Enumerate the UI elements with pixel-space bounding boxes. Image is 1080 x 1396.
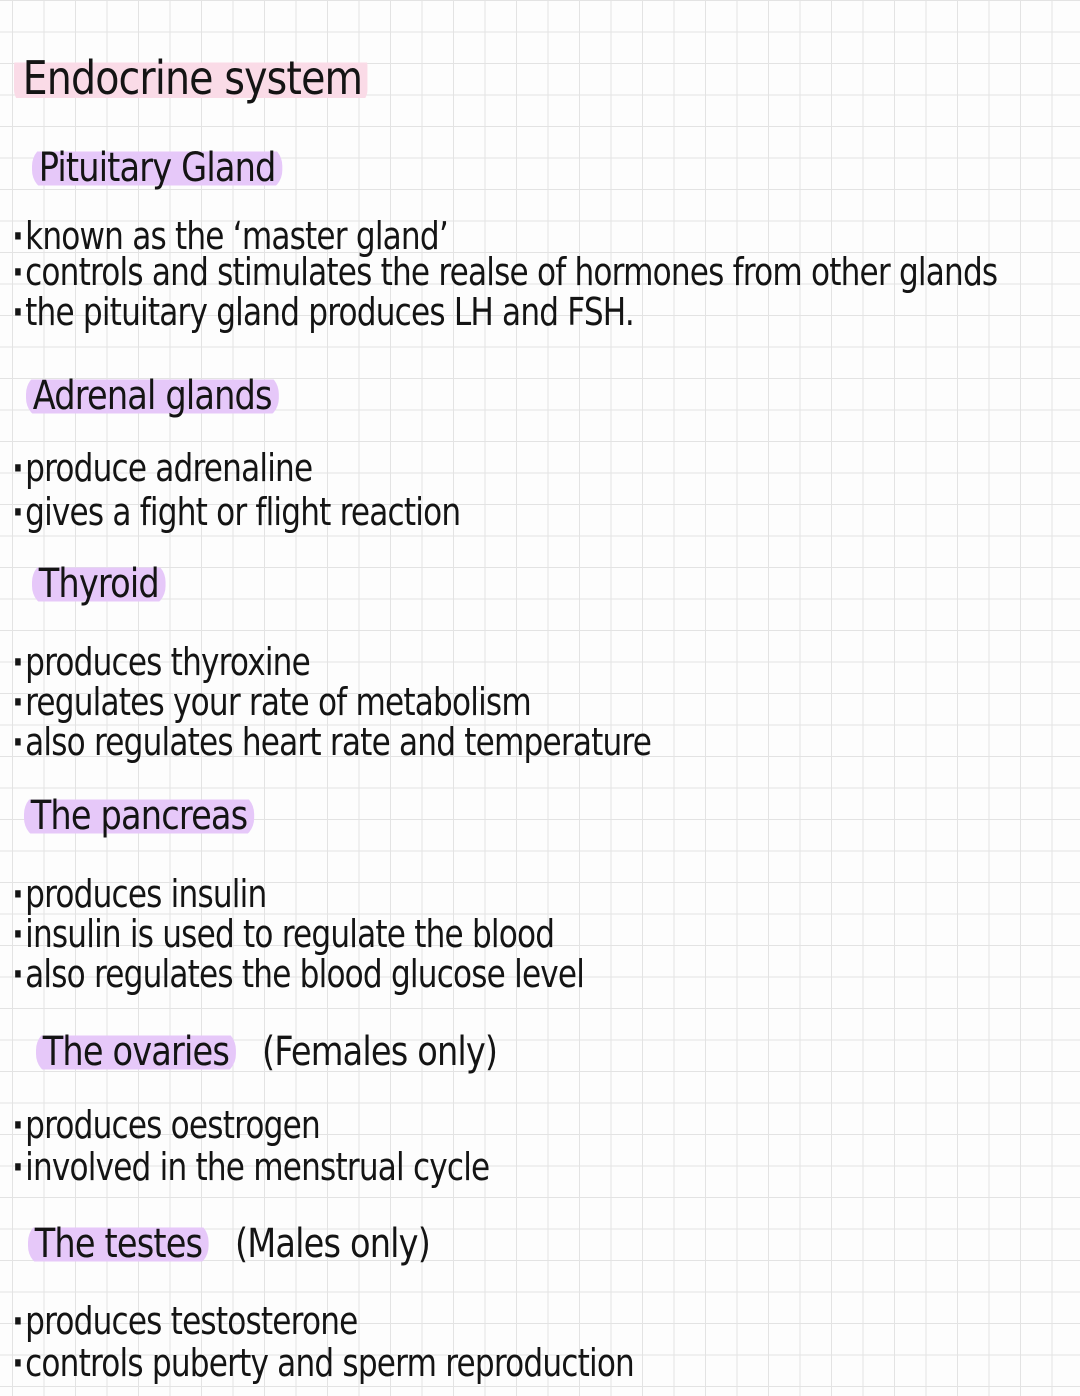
- bullet-icon: ·: [12, 1103, 24, 1147]
- list-item: [12, 914, 584, 954]
- bullet-list-ovaries: [12, 1104, 594, 1188]
- bullet-icon: ·: [12, 912, 24, 956]
- list-item-text: produces oestrogen: [25, 1103, 320, 1147]
- list-item: [12, 214, 997, 258]
- bullet-icon: ·: [12, 1341, 24, 1385]
- list-item: [12, 1300, 634, 1342]
- bullet-list-pancreas: [12, 874, 710, 994]
- page-title: Endocrine system: [14, 52, 367, 104]
- list-item-text: the pituitary gland produces LH and FSH.: [25, 290, 634, 334]
- list-item: [12, 490, 460, 534]
- list-item-text: produces insulin: [25, 872, 267, 916]
- bullet-icon: ·: [12, 1299, 24, 1343]
- section-heading-adrenal: Adrenal glands: [26, 374, 278, 418]
- section-heading-row-adrenal: [26, 374, 327, 418]
- section-heading-row-thyroid: [32, 562, 191, 606]
- list-item-text: insulin is used to regulate the blood: [25, 912, 555, 956]
- section-heading-ovaries: The ovaries: [36, 1030, 236, 1074]
- bullet-icon: ·: [12, 640, 24, 684]
- list-item: [12, 250, 998, 294]
- list-item-text: also regulates heart rate and temperature: [25, 720, 652, 764]
- bullet-icon: ·: [12, 214, 24, 258]
- bullet-icon: ·: [12, 1145, 24, 1189]
- bullet-icon: ·: [12, 680, 24, 724]
- section-note-ovaries: (Females only): [261, 1029, 497, 1075]
- bullet-icon: ·: [12, 952, 24, 996]
- section-heading-thyroid: Thyroid: [32, 562, 166, 606]
- list-item-text: produce adrenaline: [25, 446, 313, 490]
- bullet-icon: ·: [12, 872, 24, 916]
- bullet-list-thyroid: [12, 642, 791, 762]
- list-item-text: controls puberty and sperm reproduction: [25, 1341, 634, 1385]
- bullet-icon: ·: [12, 290, 24, 334]
- list-item: [12, 290, 997, 334]
- section-heading-pituitary: Pituitary Gland: [32, 146, 282, 190]
- section-heading-pancreas: The pancreas: [24, 794, 254, 838]
- bullet-list-adrenal: [12, 446, 559, 534]
- list-item: [12, 682, 651, 722]
- section-heading-testes: The testes: [28, 1222, 209, 1266]
- list-item: [12, 1342, 634, 1384]
- section-heading-row-pancreas: [24, 794, 298, 838]
- list-item: [12, 1146, 489, 1188]
- bullet-icon: ·: [12, 446, 24, 490]
- section-note-testes: (Males only): [235, 1221, 431, 1267]
- list-item: [12, 446, 460, 490]
- list-item-text: known as the ‘master gland’: [25, 214, 448, 258]
- list-item-text: controls and stimulates the realse of hormones from other glands: [25, 250, 998, 294]
- list-item-text: involved in the menstrual cycle: [25, 1145, 490, 1189]
- list-item: [12, 642, 651, 682]
- bullet-list-testes: [12, 1300, 771, 1384]
- bullet-icon: ·: [12, 720, 24, 764]
- list-item: [12, 722, 651, 762]
- bullet-icon: ·: [12, 490, 24, 534]
- list-item: [12, 954, 584, 994]
- list-item: [12, 1104, 489, 1146]
- list-item-text: produces testosterone: [25, 1299, 358, 1343]
- list-item-text: regulates your rate of metabolism: [25, 680, 531, 724]
- bullet-list-pituitary: [12, 214, 1080, 334]
- list-item-text: produces thyroxine: [25, 640, 310, 684]
- section-heading-row-ovaries: [36, 1030, 542, 1074]
- section-heading-row-testes: [28, 1222, 467, 1266]
- list-item: [12, 874, 584, 914]
- list-item-text: also regulates the blood glucose level: [25, 952, 585, 996]
- section-heading-row-pituitary: [32, 146, 330, 190]
- bullet-icon: ·: [12, 250, 24, 294]
- list-item-text: gives a fight or flight reaction: [25, 490, 461, 534]
